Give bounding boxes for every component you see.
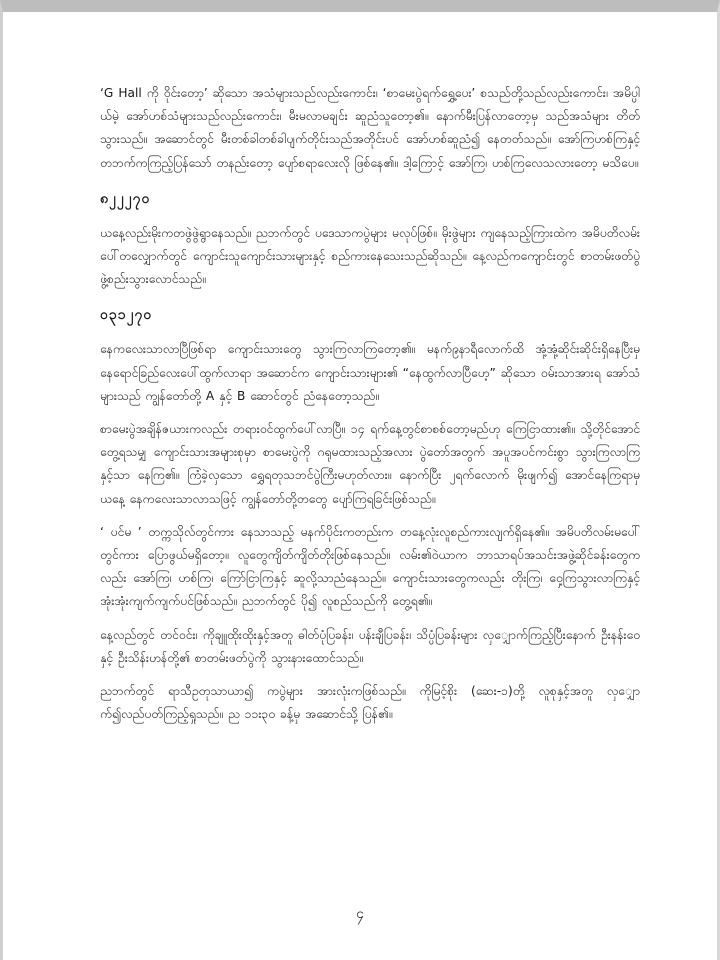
paragraph: စာမေးပွဲအချိန်ဇယားကလည်း တရားဝင်ထွက်ပေါ်လာပြီ။ ၁၄ ရက်နေ့တွင်စာစစ်တော့မည်ဟု ကြေငြာထား၏။ သို့တိုင်အောင် တွေ့ရသမျှ ကျောင်းသားအများစုမှာ စာမေးပွဲကို ဂရုမထားသည့်အလား ပွဲတော်အတွက် အပူအပင်ကင်းစွာ သွားကြလာကြနှင့်သာ နေကြ၏။ ကြံခဲ့လှသော ရွှေရတုသဘင်ပွဲကြီးမဟုတ်လား။ နောက်ပြီး ၂ရက်လောက် မိုးဖျက်၍ အောင်နေကြရာမှ ယနေ့ နေကလေးသာလာသဖြင့် ကျွန်တော်တို့တတွေ ပျော်ကြရခြင်းဖြစ်သည်။ (100, 422, 640, 506)
diary-date-heading: ၀၃၁၂၇၀ (100, 307, 153, 324)
diary-date-heading: ၈၂၂၂၇၀ (100, 190, 151, 207)
paragraph: နေ့လည်တွင် တင်ဝင်း၊ ကိုချူထိုးထိုးနှင့်အတူ ဓါတ်ပုံပြခန်း၊ ပန်းချီပြခန်း၊ သိပ္ပံပြခန်းများ လှျှောက်ကြည့်ပြီးနောက် ဦးနန်းဝေနှင့် ဦးသိန်းဟန်တို့၏ စာတမ်းဖတ်ပွဲကို သွားနားထောင်သည်။ (100, 627, 640, 665)
document-body (100, 82, 640, 736)
paragraph: ‘G Hall ကို ဝိုင်းတော့’ ဆိုသော အသံများသည်လည်းကောင်း၊ ‘စာမေးပွဲရက်ရွှေ့ပေး’ စသည်တို့သည်လည်းကောင်း၊ အမိပ္ပါယ်မဲ့ အော်ဟစ်သံများသည်လည်းကောင်း၊ မီးမလာမချင်း ဆူညံသူတော့၏။ နောက်မီးပြန်လာတော့မှ သည်အသံများ တိတ်သွားသည်။ အဆောင်တွင် မီးတစ်ခါတစ်ခါပျက်တိုင်းသည်အတိုင်းပင် အော်ဟစ်ဆူညံ၍ နေတတ်သည်။ အော်ကြဟစ်ကြနှင့် တဘက်ကကြည့်ပြန်သော် တနည်းတော့ ပျော်စရာလေးလို ဖြစ်နေ၏။ ဒါ့ကြောင့် အော်ကြ၊ ဟစ်ကြလေသလားတော့ မသိပေ။ (100, 86, 640, 170)
paragraph: ညဘက်တွင် ရာသီဥတုသာယာ၍ ကပွဲများ အားလုံးကဖြစ်သည်။ ကိုမြင့်စိုး (ဆေး-၁)တို့ လူစုနှင့်အတူ လှျှောက်၍လည်ပတ်ကြည့်ရှုသည်။ ည ၁၁း၃၀ ခန့်မှ အဆောင်သို့ ပြန်၏။ (100, 684, 640, 722)
paragraph: ‘ ပင်မ ’ တက္ကသိုလ်တွင်ကား နေသာသည့် မနက်ပိုင်းကတည်းက တနေ့လုံးလူစည်ကားလျက်ရှိနေ၏။ အမိပတိလမ်းမပေါ်တွင်ကား ပြောဖွယ်မရှိတော့။ လူတွေကျိတ်ကျိတ်တိုးဖြစ်နေသည်။ လမ်း၏ဝဲယာက ဘာသာရပ်အသင်းအဖွဲ့ဆိုင်ခန်းတွေကလည်း အော်ကြ၊ ဟစ်ကြ၊ ကြော်ငြာကြနှင့် ဆူလို့သာညံနေသည်။ ကျောင်းသားတွေကလည်း တိုးကြ၊ ဝှေ့ကြသွားလာကြနှင့် အုံးအုံးကျက်ကျက်ပင်ဖြစ်သည်။ ညဘက်တွင် ပို၍ လူစည်သည်ကို တွေ့ရ၏။ (100, 524, 640, 609)
page-number: ၄ (356, 906, 364, 922)
paragraph: နေကလေးသာလာပြီဖြစ်ရာ ကျောင်းသားတွေ သွားကြလာကြတော့၏။ မနက်၉နာရီလောက်ထိ အုံ့အုံ့ဆိုင်းဆိုင်းရှိနေပြီးမှ နေရောင်ခြည်လေးပေါ်ထွက်လာရာ အဆောင်က ကျောင်းသားများ၏ “နေထွက်လာပြီဟေ့” ဆိုသော ဝမ်းသာအားရ အော်သံများသည် ကျွန်တော်တို့ A နှင့် B ဆောင်တွင် ညံနေတော့သည်။ (100, 342, 640, 403)
paragraph: ယနေ့လည်းမိုးကတဖွဲဖွဲရွာနေသည်။ ညဘက်တွင် ပဒေသာကပွဲများ မလုပ်ဖြစ်။ မိုးဖွဲများ ကျနေသည့်ကြားထဲက အမိပတိလမ်းပေါ်တလျှောက်တွင် ကျောင်းသူကျောင်းသားများနှင့် စည်ကားနေသေးသည်ဆိုသည်။ နေ့လည်ကကျောင်းတွင် စာတမ်းဖတ်ပွဲ ဖွဲ့စည်းသွားလောင်သည်။ (100, 225, 640, 287)
